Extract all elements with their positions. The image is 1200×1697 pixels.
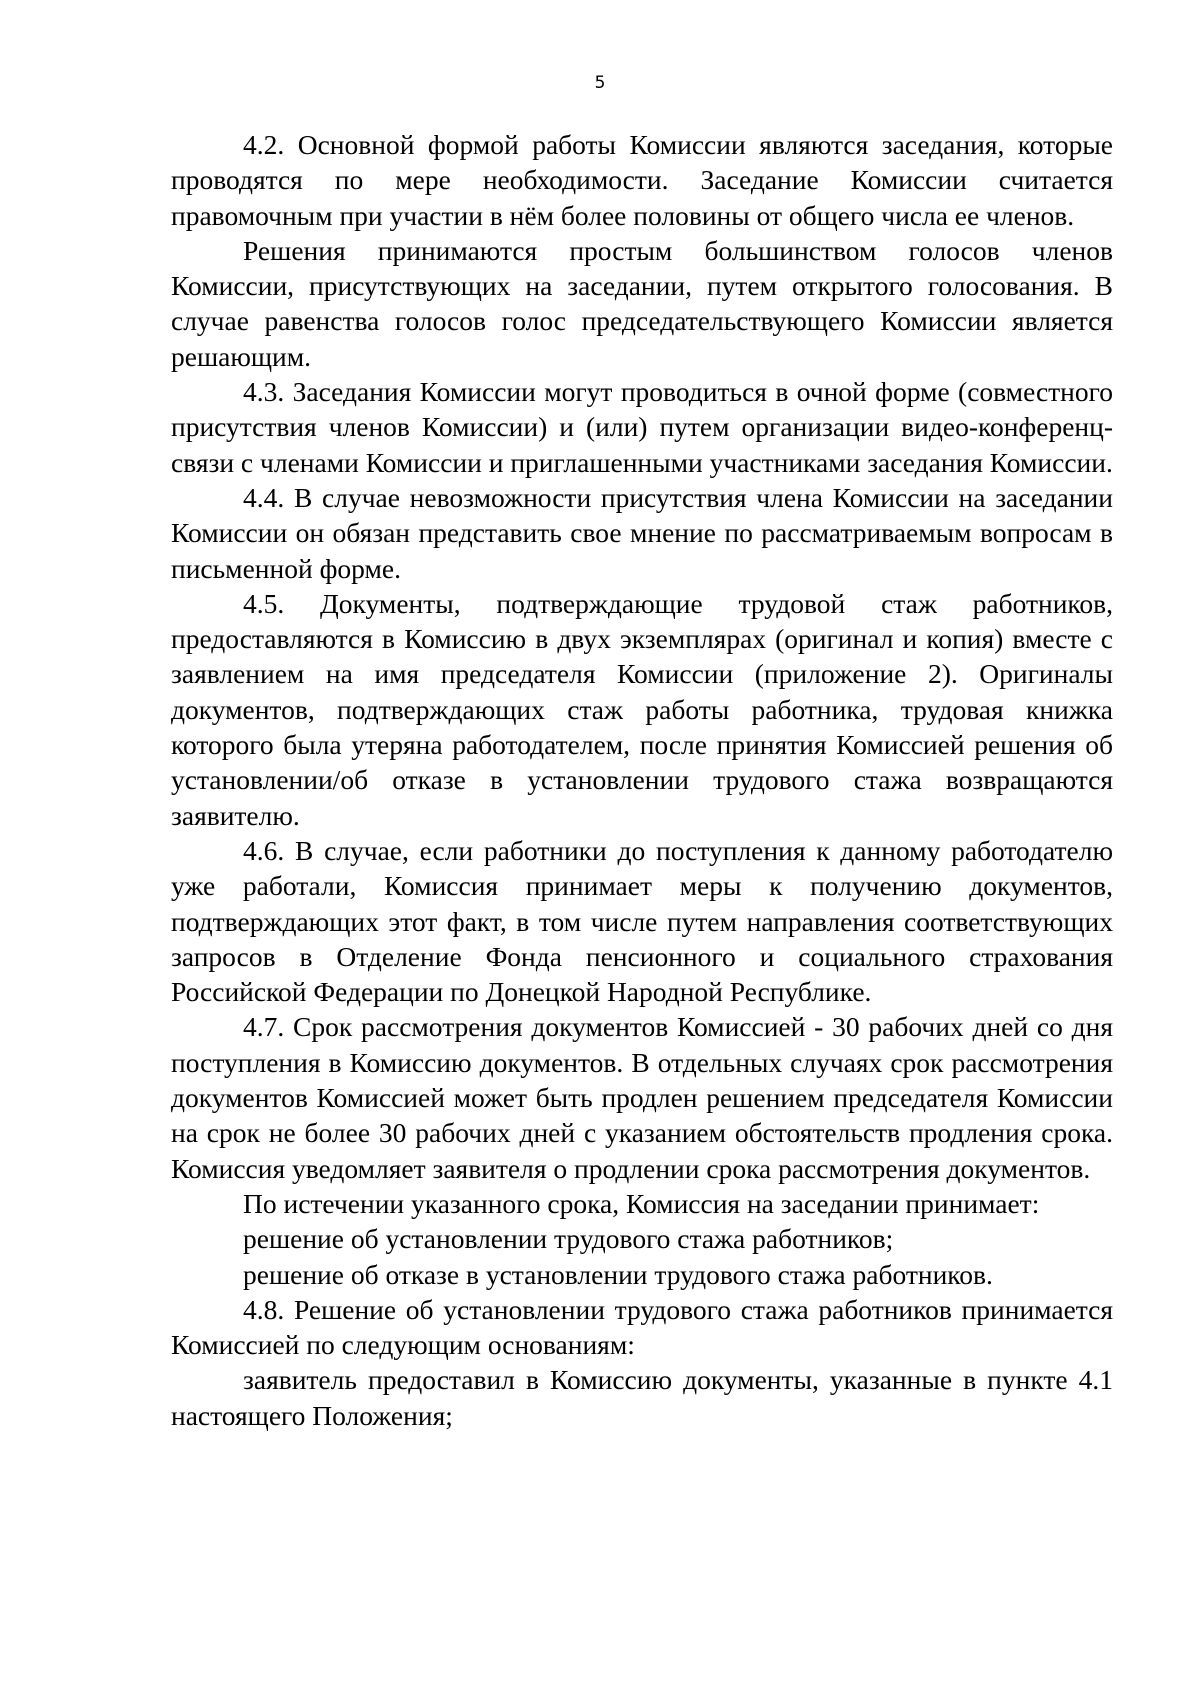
paragraph-4-4: 4.4. В случае невозможности присутствия члена Комиссии на заседании Комиссии он обязан представить свое мнение по рассматриваемым вопросам в письменной форме. [171,481,1113,584]
paragraph-decision-refuse: решение об отказе в установлении трудового стажа работников. [243,1258,993,1290]
paragraph-after-term: По истечении указанного срока, Комиссия на заседании принимает: [243,1187,1040,1219]
paragraph-4-5: 4.5. Документы, подтверждающие трудовой стаж работников, предоставляются в Комиссию в двух экземплярах (оригинал и копия) вместе с заявлением на имя председателя Комиссии (приложение 2). Оригиналы документов, подтверждающих стаж работы работника, трудовая книжка которого была утеряна работодателем, после принятия Комиссией решения об установлении/об отказе в установлении трудового стажа возвращаются заявителю. [171,587,1113,831]
paragraph-ground-documents: заявитель предоставил в Комиссию документы, указанные в пункте 4.1 настоящего Положения; [171,1364,1113,1431]
paragraph-4-3: 4.3. Заседания Комиссии могут проводиться в очной форме (совместного присутствия членов Комиссии) и (или) путем организации видео-конференц-связи с членами Комиссии и приглашенными участниками заседания Комиссии. [171,376,1113,478]
paragraph-decisions: Решения принимаются простым большинством голосов членов Комиссии, присутствующих на заседании, путем открытого голосования. В случае равенства голосов голос председательствующего Комиссии является решающим. [171,234,1113,372]
paragraph-4-6: 4.6. В случае, если работники до поступления к данному работодателю уже работали, Комиссия принимает меры к получению документов, подтверждающих этот факт, в том числе путем направления соответствующих запросов в Отделение Фонда пенсионного и социального страхования Российской Федерации по Донецкой Народной Республике. [171,834,1113,1008]
document-body [171,127,1113,1433]
page-number: 5 [594,73,606,93]
paragraph-4-8: 4.8. Решение об установлении трудового стажа работников принимается Комиссией по следующим основаниям: [171,1293,1113,1361]
paragraph-4-2: 4.2. Основной формой работы Комиссии являются заседания, которые проводятся по мере необходимости. Заседание Комиссии считается правомочным при участии в нём более половины от общего числа ее членов. [171,129,1113,231]
paragraph-decision-establish: решение об установлении трудового стажа работников; [243,1223,894,1255]
paragraph-4-7: 4.7. Срок рассмотрения документов Комиссией - 30 рабочих дней со дня поступления в Комиссию документов. В отдельных случаях срок рассмотрения документов Комиссией может быть продлен решением председателя Комиссии на срок не более 30 рабочих дней с указанием обстоятельств продления срока. Комиссия уведомляет заявителя о продлении срока рассмотрения документов. [171,1011,1113,1184]
